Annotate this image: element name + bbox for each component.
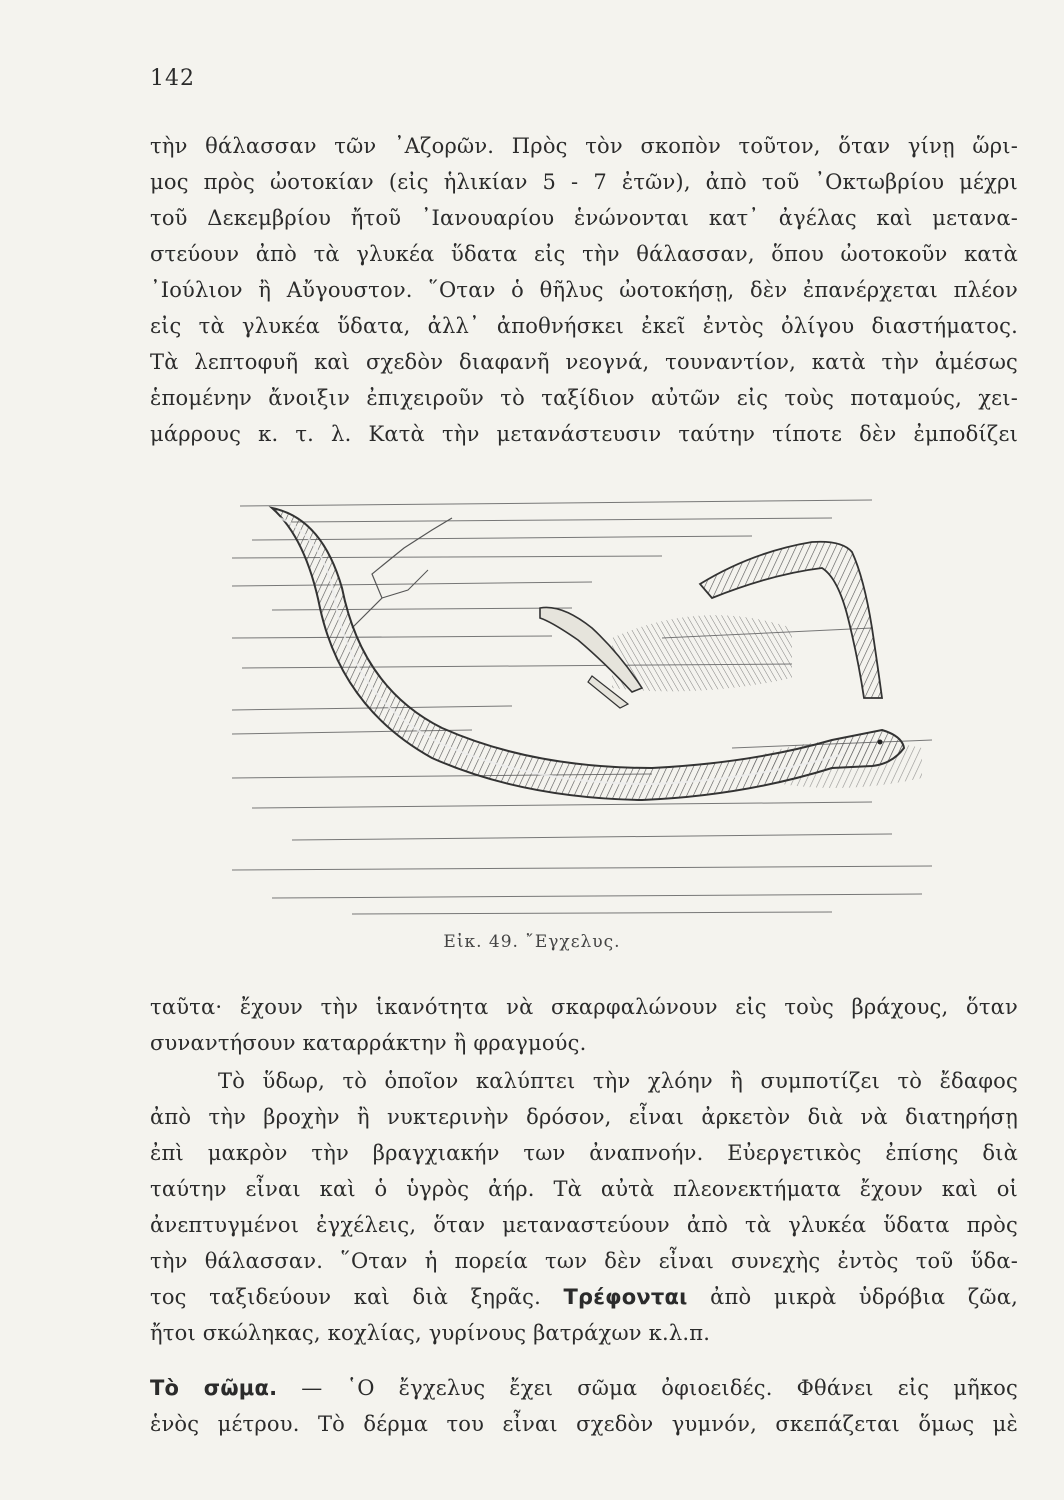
- paragraph-water: [150, 1063, 1018, 1351]
- text-line: ᾿Ιούλιον ἢ Αὔγουστον. ῞Οταν ὁ θῆλυς ὠοτοκήσῃ, δὲν ἐπανέρχεται πλέον: [150, 278, 1018, 302]
- text-line: συναντήσουν καταρράκτην ἢ φραγμούς.: [150, 1031, 587, 1055]
- figure-caption: Εἰκ. 49. ῎Εγχελυς.: [443, 932, 621, 952]
- eel-illustration: [232, 478, 944, 918]
- text-line: ἑπομένην ἄνοιξιν ἐπιχειροῦν τὸ ταξίδιον αὐτῶν εἰς τοὺς ποταμούς, χει-: [150, 386, 1018, 410]
- text-line-mixed: [150, 1279, 1018, 1315]
- text-line: μάρρους κ. τ. λ. Κατὰ τὴν μετανάστευσιν ταύτην τίποτε δὲν ἐμποδίζει: [150, 422, 1018, 446]
- text-line: ἐπὶ μακρὸν τὴν βραγχιακήν των ἀναπνοήν. Εὐεργετικὸς ἐπίσης διὰ: [150, 1141, 1018, 1165]
- text-segment: ἀπὸ μικρὰ ὑδρόβια ζῶα,: [710, 1285, 1018, 1309]
- text-line: μος πρὸς ὠοτοκίαν (εἰς ἡλικίαν 5 - 7 ἐτῶν), ἀπὸ τοῦ ᾿Οκτωβρίου μέχρι: [150, 170, 1018, 194]
- text-line: στεύουν ἀπὸ τὰ γλυκέα ὕδατα εἰς τὴν θάλασσαν, ὅπου ὠοτοκοῦν κατὰ: [150, 242, 1018, 266]
- text-segment: τος ταξιδεύουν καὶ διὰ ξηρᾶς.: [150, 1285, 541, 1309]
- text-line: ἀπὸ τὴν βροχὴν ἢ νυκτερινὴν δρόσον, εἶναι ἀρκετὸν διὰ νὰ διατηρήσῃ: [150, 1105, 1018, 1129]
- top-paragraph: [150, 128, 1018, 452]
- paragraph-body: [150, 1370, 1018, 1442]
- text-line: ἑνὸς μέτρου. Τὸ δέρμα του εἶναι σχεδὸν γυμνόν, σκεπάζεται ὅμως μὲ: [150, 1412, 1018, 1436]
- section-heading: Τὸ σῶμα.: [150, 1376, 278, 1400]
- text-line: τὴν θάλασσαν τῶν ᾿Αζορῶν. Πρὸς τὸν σκοπὸν τοῦτον, ὅταν γίνῃ ὥρι-: [150, 134, 1018, 158]
- text-line: τοῦ Δεκεμβρίου ἤτοῦ ᾿Ιανουαρίου ἑνώνονται κατ᾿ ἀγέλας καὶ μετανα-: [150, 206, 1018, 230]
- text-line-mixed: [150, 1370, 1018, 1406]
- continuation-paragraph: [150, 989, 1018, 1061]
- text-line: ταύτην εἶναι καὶ ὁ ὑγρὸς ἀήρ. Τὰ αὐτὰ πλεονεκτήματα ἔχουν καὶ οἱ: [150, 1177, 1018, 1201]
- page-number: 142: [150, 66, 195, 91]
- text-line: ἀνεπτυγμένοι ἐγχέλεις, ὅταν μεταναστεύουν ἀπὸ τὰ γλυκέα ὕδατα πρὸς: [150, 1213, 1018, 1237]
- text-segment: — ῾Ο ἔγχελυς ἔχει σῶμα ὀφιοειδές. Φθάνει εἰς μῆκος: [301, 1376, 1018, 1400]
- bold-keyword: Τρέφονται: [563, 1285, 688, 1309]
- text-line: εἰς τὰ γλυκέα ὕδατα, ἀλλ᾿ ἀποθνήσκει ἐκεῖ ἐντὸς ὀλίγου διαστήματος.: [150, 314, 1018, 338]
- text-line: Τὸ ὕδωρ, τὸ ὁποῖον καλύπτει τὴν χλόην ἢ συμποτίζει τὸ ἔδαφος: [218, 1069, 1018, 1093]
- text-line: Τὰ λεπτοφυῆ καὶ σχεδὸν διαφανῆ νεογνά, τουναντίον, κατὰ τὴν ἀμέσως: [150, 350, 1018, 374]
- text-line: ταῦτα· ἔχουν τὴν ἱκανότητα νὰ σκαρφαλώνουν εἰς τοὺς βράχους, ὅταν: [150, 995, 1018, 1019]
- text-line: τὴν θάλασσαν. ῞Οταν ἡ πορεία των δὲν εἶναι συνεχὴς ἐντὸς τοῦ ὕδα-: [150, 1249, 1018, 1273]
- text-line: ἤτοι σκώληκας, κοχλίας, γυρίνους βατράχων κ.λ.π.: [150, 1321, 711, 1345]
